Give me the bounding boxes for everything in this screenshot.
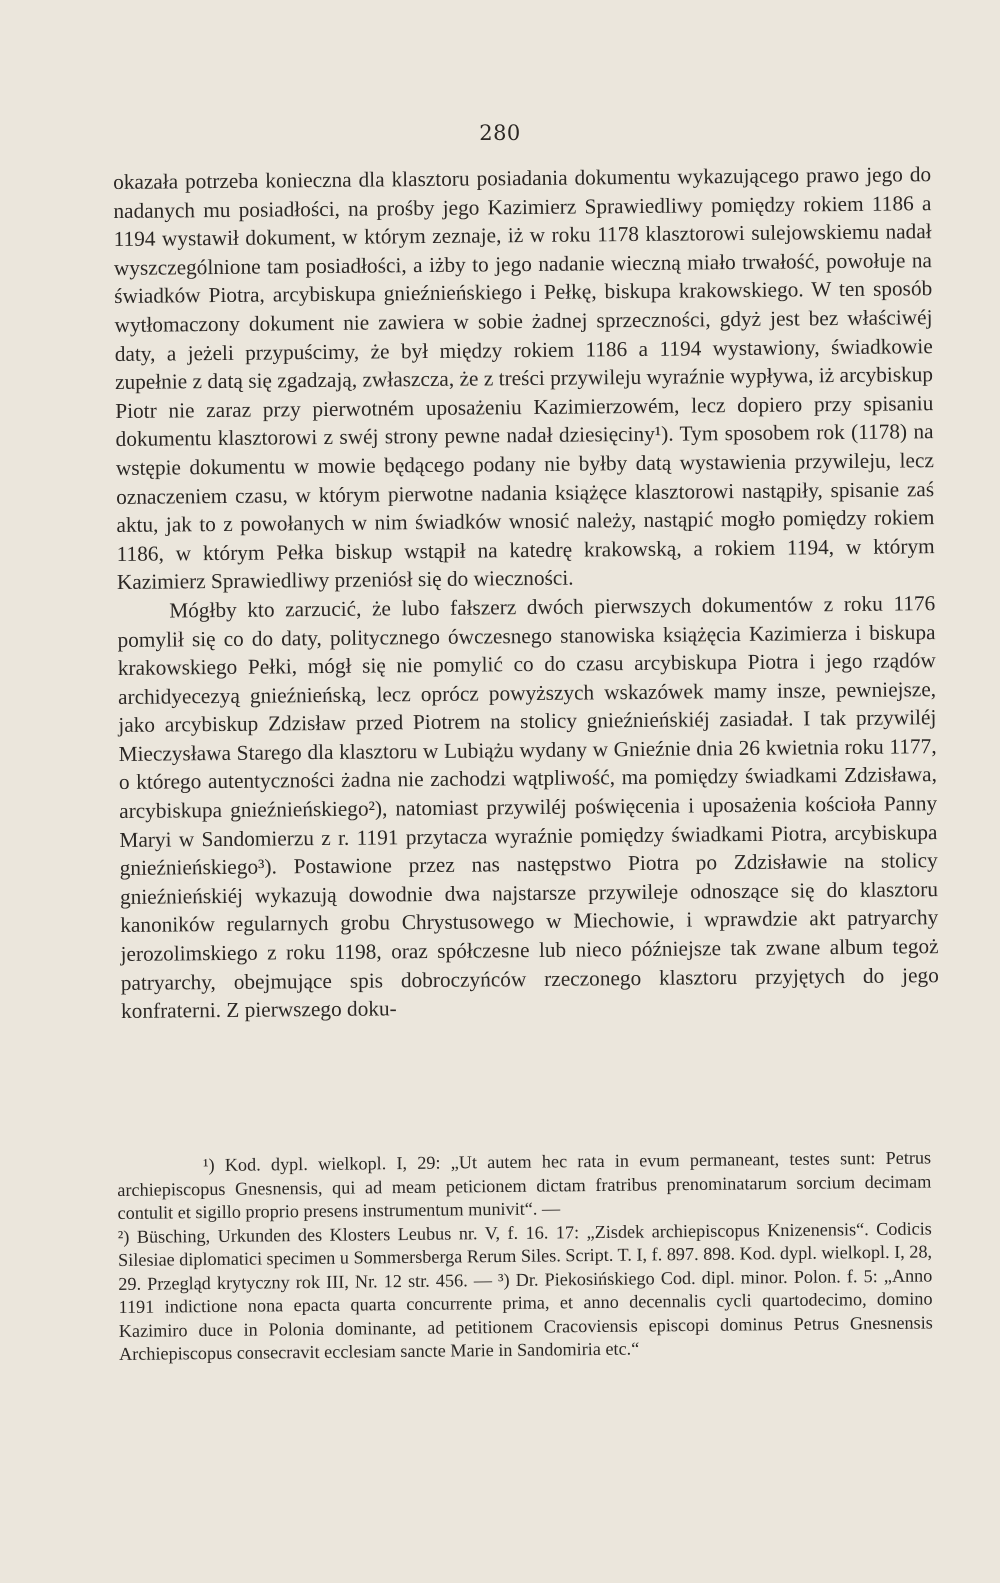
main-text: [113, 160, 939, 1026]
paragraph: okazała potrzeba konieczna dla klasztoru posiadania dokumentu wykazującego prawo jego do nadanych mu posiadłości, na prośby jego Kazimierz Sprawiedliwy pomiędzy rokiem 1186 a 1194 wystawił dokument, w którym zeznaje, iż w roku 1178 klasztorowi sulejowskiemu nadał wyszczególnione tam posiadłości, a iżby to jego nadanie wieczną miało trwałość, powołuje na świadków Piotra, arcybiskupa gnieźnieńskiego i Pełkę, biskupa krakowskiego. W ten sposób wytłomaczony dokument nie zawiera w sobie żadnej sprzeczności, gdyż jest bez właściwéj daty, a jeżeli przypuścimy, że był między rokiem 1186 a 1194 wystawiony, świadkowie zupełnie z datą się zgadzają, zwłaszcza, że z treści przywileju wyraźnie wypływa, iż arcybiskup Piotr nie zaraz przy pierwotném uposażeniu Kazimierzowém, lecz dopiero przy spisaniu dokumentu klasztorowi z swéj strony pewne nadał dziesięciny¹). Tym sposobem rok (1178) na wstępie dokumentu w mowie będącego podany nie byłby datą wystawienia przywileju, lecz oznaczeniem czasu, w którym pierwotne nadania książęce klasztorowi nastąpiły, spisanie zaś aktu, jak to z powołanych w nim świadków wnosić należy, nastąpić mogło pomiędzy rokiem 1186, w którym Pełka biskup wstąpił na katedrę krakowską, a rokiem 1194, w którym Kazimierz Sprawiedliwy przeniósł się do wieczności.: [113, 162, 935, 595]
footnote: ¹) Kod. dypl. wielkopl. I, 29: „Ut autem hec rata in evum permaneant, testes sunt: Petrus archiepiscopus Gnesnensis, qui ad meam peticionem dictam fratribus prenominatarum sorcium decimam contulit et sigillo proprio presens instrumentum munivit“. —: [117, 1147, 932, 1223]
paragraph: Mógłby kto zarzucić, że lubo fałszerz dwóch pierwszych dokumentów z roku 1176 pomylił się co do daty, politycznego ówczesnego stanowiska książęcia Kazimierza i biskupa krakowskiego Pełki, mógł się nie pomylić co do czasu arcybiskupa Piotra i jego rządów archidyecezyą gnieźnieńską, lecz oprócz powyższych wskazówek mamy insze, pewniejsze, jako arcybiskup Zdzisław przed Piotrem na stolicy gnieźnieńskiéj zasiadał. I tak przywiléj Mieczysława Starego dla klasztoru w Lubiążu wydany w Gnieźnie dnia 26 kwietnia roku 1177, o którego autentyczności żadna nie zachodzi wątpliwość, ma pomiędzy świadkami Zdzisława, arcybiskupa gnieźnieńskiego²), natomiast przywiléj poświęcenia i uposażenia kościoła Panny Maryi w Sandomierzu z r. 1191 przytacza wyraźnie pomiędzy świadkami Piotra, arcybiskupa gnieźnieńskiego³). Postawione przez nas następstwo Piotra po Zdzisławie na stolicy gnieźnieńskiéj wykazują dowodnie dwa najstarsze przywileje odnoszące się do klasztoru kanoników regularnych grobu Chrystusowego w Miechowie, i wprawdzie akt patryarchy jerozolimskiego z roku 1198, oraz spółczesne lub nieco późniejsze tak zwane album tegoż patryarchy, obejmujące spis dobroczyńców rzeczonego klasztoru przyjętych do jego konfraterni. Z pierwszego doku-: [117, 591, 939, 1024]
footnotes: [117, 1146, 933, 1366]
footnote: ²) Büsching, Urkunden des Klosters Leubus nr. V, f. 16. 17: „Zisdek archiepiscopus Knizenensis“. Codicis Silesiae diplomatici specimen u Sommersberga Rerum Siles. Script. T. I, f. 897. 898. Kod. dypl. wielkopl. I, 28, 29. Przegląd krytyczny rok III, Nr. 12 str. 456. — ³) Dr. Piekosińskiego Cod. dipl. minor. Polon. f. 5: „Anno 1191 indictione nona epacta quarta concurrente prima, et anno decennalis cycli quartodecimo, domino Kazimiro duce in Polonia dominante, ad petitionem Cracoviensis episcopi dominus Petrus Gnesnensis Archiepiscopus consecravit ecclesiam sancte Marie in Sandomiria etc.“: [117, 1217, 933, 1364]
page-number: 280: [479, 121, 521, 145]
